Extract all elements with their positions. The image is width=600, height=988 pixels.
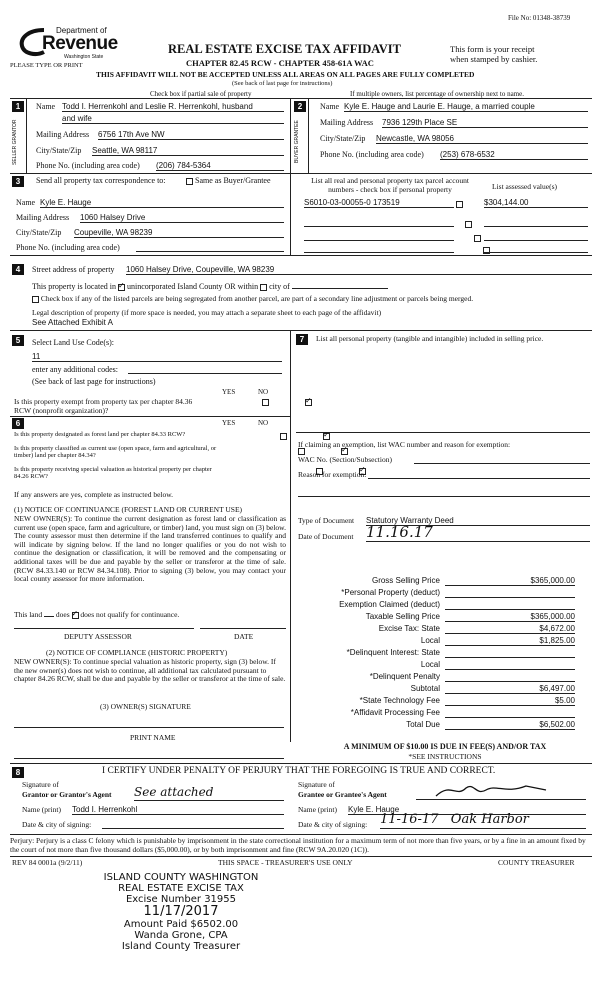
corr-name[interactable]: Kyle E. Hauge [40,198,284,208]
section-3-number: 3 [12,176,24,187]
corr-label: Send all property tax correspondence to: [36,176,166,185]
buyer-name[interactable]: Kyle E. Hauge and Laurie E. Hauge, a married couple [344,102,588,112]
stamp-line-1: ISLAND COUNTY WASHINGTON [103,872,259,883]
legal-description[interactable]: See Attached Exhibit A [32,318,113,327]
buyer-city-label: City/State/Zip [320,134,366,143]
corr-city-label: City/State/Zip [16,228,62,237]
grantor-date-label: Date & city of signing: [22,820,92,829]
assessed-value-3[interactable] [484,232,588,241]
historic-question: Is this property receiving special valuation as historical property per chapter 84.26 RCW? [14,466,212,480]
if-yes-instruction: If any answers are yes, complete as instructed below. [14,490,174,499]
personal-value[interactable] [445,588,575,598]
seller-phone-label: Phone No. (including area code) [36,161,140,170]
doc-date[interactable]: 11.16.17 [366,524,590,542]
seller-side-label: SELLER GRANTOR [12,119,18,165]
parcels-header: List all real and personal property tax parcel account numbers - check box if personal property [311,176,469,194]
grantee-date-label: Date & city of signing: [298,820,368,829]
no-header-6: NO [258,419,269,427]
subtotal-row: Subtotal $6,497.00 [410,684,575,693]
street-label: Street address of property [32,265,115,274]
excise-state-row: Excise Tax: State $4,672.00 [378,624,575,633]
compliance-text: NEW OWNER(S): To continue special valuation as historic property, sign (3) below. If the new owner(s) does not wish to continue, all additional tax calculated pursuant to chapter 84.26 RCW, shall be due and payable by the seller or transferor at the time of sale. [14,657,286,684]
doc-date-label: Date of Document [298,532,354,541]
total-value[interactable]: $6,502.00 [445,720,575,730]
page-subtitle: CHAPTER 82.45 RCW - CHAPTER 458-61A WAC [186,58,374,68]
exempt-yes-checkbox[interactable] [262,399,269,406]
seller-address-label: Mailing Address [36,130,90,139]
forest-land-question: Is this property designated as forest land per chapter 84.33 RCW? [14,431,186,438]
grantee-signature[interactable] [416,780,586,800]
corr-address-label: Mailing Address [16,213,70,222]
doc-type[interactable]: Statutory Warranty Deed [366,516,590,526]
excise-local-value[interactable]: $1,825.00 [445,636,575,646]
treasurer-use-only: THIS SPACE - TREASURER'S USE ONLY [218,858,353,867]
section-7-number: 7 [296,334,308,345]
stamp-line-3: Excise Number 31955 [125,894,237,905]
corr-name-label: Name [16,198,36,207]
exemption-value[interactable] [445,600,575,610]
excise-state-value[interactable]: $4,672.00 [445,624,575,634]
land-qualify-row: This land does ✓ does not qualify for continuance. [14,610,179,619]
logo-dept: Department of [56,26,107,35]
file-number: File No: 01348-38739 [508,14,571,22]
receipt-note-2: when stamped by cashier. [450,54,538,64]
corr-phone-label: Phone No. (including area code) [16,243,120,252]
parcel-number-2[interactable] [304,218,454,227]
seller-city-label: City/State/Zip [36,146,82,155]
personal-row: *Personal Property (deduct) [300,588,575,599]
within-city-checkbox[interactable] [260,284,267,291]
compliance-title: (2) NOTICE OF COMPLIANCE (HISTORIC PROPERTY) [46,648,228,657]
stamp-line-6: Wanda Grone, CPA [134,930,228,941]
partial-sale-label: Check box if partial sale of property [150,90,252,98]
city-of-field[interactable] [292,281,388,289]
additional-codes-field[interactable] [128,365,282,374]
yes-header-5: YES [222,388,236,396]
grantee-date-city[interactable]: 11-16-17 Oak Harbor [380,812,586,829]
grantee-sig-label-1: Signature of [298,780,335,789]
unincorporated-checkbox[interactable] [118,284,125,291]
assessed-value-1[interactable]: $304,144.00 [484,198,588,208]
exempt-question: Is this property exempt from property tax per chapter 84.36 RCW (nonprofit organization)? [14,397,193,415]
buyer-address[interactable]: 7936 129th Place SE [382,118,588,128]
assessed-header: List assessed value(s) [492,182,557,191]
see-instructions: *SEE INSTRUCTIONS [408,752,482,761]
dor-logo [14,24,118,64]
same-as-buyer-checkbox[interactable] [186,178,193,185]
delinq-state-row: *Delinquent Interest: State [300,648,575,659]
land-use-code[interactable]: 11 [32,352,282,362]
grantee-sig-label-2: Grantee or Grantee's Agent [298,790,387,799]
county-treasurer-label: COUNTY TREASURER [498,858,575,867]
property-location: This property is located in ✓ unincorporated Island County OR within city of [32,281,388,291]
seller-name[interactable]: Todd I. Herrenkohl and Leslie R. Herrenkohl, husband [62,102,284,112]
deputy-date-label: DATE [234,632,254,641]
continuance-title: (1) NOTICE OF CONTINUANCE (FOREST LAND OR CURRENT USE) [14,505,243,514]
exemption-row: Exemption Claimed (deduct) [300,600,575,611]
signature-scribble-icon [416,780,586,800]
parcel-number-4[interactable] [304,245,454,253]
seller-name-2[interactable]: and wife [62,114,284,124]
personal-property-checkbox-2[interactable] [465,221,472,228]
affidavit-fee-row: *Affidavit Processing Fee [300,708,575,719]
logo-name: Revenue [42,33,118,54]
corr-city[interactable]: Coupeville, WA 98239 [74,228,284,238]
grantor-name[interactable]: Todd I. Herrenkohl [72,805,284,815]
affidavit-fee-value[interactable] [445,708,575,718]
current-use-question: Is this property classified as current use (open space, farm and agricultural, or timber) land per chapter 84.34? [14,445,217,459]
gross-value[interactable]: $365,000.00 [445,576,575,586]
grantor-date-city[interactable] [102,820,284,829]
excise-local-row: Local $1,825.00 [420,636,575,645]
continuance-text: NEW OWNER(S): To continue the current designation as forest land or classification as current use (open space, farm and agriculture, or timber) land, you must sign on (3) below. The county assessor must then determine if the land transferred continues to qualify and will indicate by signing below. If the land no longer qualifies or you do not wish to continue the designation or classification, it will be removed and the compensating or additional taxes will be due and payable by the seller or transferor at the time of sale. (RCW 84.33.140 or RCW 84.34.108). Prior to signing (3) below, you may contact your local county assessor for more information. [14,514,286,584]
tech-fee-row: *State Technology Fee $5.00 [359,696,575,705]
form-revision: REV 84 0001a (9/2/11) [12,858,83,867]
corr-same-as-buyer[interactable]: Same as Buyer/Grantee [186,176,271,185]
section-5-number: 5 [12,335,24,346]
land-use-label: Select Land Use Code(s): [32,338,114,347]
forest-yes-checkbox[interactable] [280,433,287,440]
parcel-number-3[interactable] [304,232,454,241]
seller-phone[interactable]: (206) 784-5364 [156,161,284,171]
additional-codes-label: enter any additional codes: [32,365,118,374]
please-type: PLEASE TYPE OR PRINT [10,62,83,69]
personal-property-label: List all personal property (tangible and intangible) included in selling price. [316,334,544,343]
total-row: Total Due $6,502.00 [406,720,575,729]
buyer-address-label: Mailing Address [320,118,374,127]
subtotal-value[interactable]: $6,497.00 [445,684,575,694]
forest-no-checkbox[interactable] [323,433,330,440]
wac-label: WAC No. (Section/Subsection) [298,455,392,464]
no-header-5: NO [258,388,269,396]
print-name-label: PRINT NAME [130,733,176,742]
seller-address[interactable]: 6756 17th Ave NW [98,130,284,140]
gross-row: Gross Selling Price $365,000.00 [371,576,575,585]
buyer-side-label: BUYER GRANTEE [294,120,300,164]
stamp-line-2: REAL ESTATE EXCISE TAX [118,883,244,894]
grantor-name-label: Name (print) [22,805,61,814]
owner-signature-label: (3) OWNER(S) SIGNATURE [100,702,191,711]
delinq-local-value[interactable] [445,660,575,670]
property-street[interactable]: 1060 Halsey Drive, Coupeville, WA 98239 [126,265,592,275]
grantor-sig-label-2: Grantor or Grantor's Agent [22,790,112,799]
assessed-value-4[interactable] [484,245,588,253]
delinq-local-row: Local [300,660,575,671]
delinq-penalty-value[interactable] [445,672,575,682]
exemption-label: If claiming an exemption, list WAC number and reason for exemption: [298,440,511,449]
personal-property-checkbox-1[interactable] [456,201,463,208]
tech-fee-value[interactable]: $5.00 [445,696,575,706]
legal-description-label: Legal description of property (if more space is needed, you may attach a separate sheet to each page of the affidavit) [32,308,382,317]
exempt-no-checkbox[interactable] [305,399,312,406]
yes-header-6: YES [222,419,236,427]
warning: THIS AFFIDAVIT WILL NOT BE ACCEPTED UNLESS ALL AREAS ON ALL PAGES ARE FULLY COMPLETED [96,70,475,79]
stamp-line-7: Island County Treasurer [121,941,241,952]
certify-statement: I CERTIFY UNDER PENALTY OF PERJURY THAT THE FOREGOING IS TRUE AND CORRECT. [102,766,496,776]
segregated-row: Check box if any of the listed parcels are being segregated from another parcel, are part of a secondary line adjustment or parcels being merged. [32,294,473,303]
stamp-line-5: Amount Paid $6502.00 [123,919,239,930]
buyer-phone[interactable]: (253) 678-6532 [440,150,588,160]
seller-name-label: Name [36,102,56,111]
taxable-row: Taxable Selling Price $365,000.00 [365,612,575,621]
logo-state: Washington State [64,54,104,60]
section-8-number: 8 [12,767,24,778]
page-title: REAL ESTATE EXCISE TAX AFFIDAVIT [168,42,401,56]
section-6-number: 6 [12,418,24,429]
deputy-assessor-label: DEPUTY ASSESSOR [64,632,132,641]
grantor-sig-label-1: Signature of [22,780,59,789]
stamp-line-4: 11/17/2017 [143,904,219,919]
section-1-number: 1 [12,101,24,112]
delinq-penalty-row: *Delinquent Penalty [300,672,575,683]
see-back: (See back of last page for instructions) [232,80,333,87]
corr-address[interactable]: 1060 Halsey Drive [80,213,284,223]
treasurer-stamp [96,872,266,952]
parcel-number-1[interactable]: S6010-03-00055-0 173519 [304,198,454,208]
reason-label: Reason for exemption: [298,470,367,479]
section-2-number: 2 [294,101,306,112]
doc-type-label: Type of Document [298,516,355,525]
receipt-note-1: This form is your receipt [450,44,535,54]
grantee-name-label: Name (print) [298,805,337,814]
minimum-note: A MINIMUM OF $10.00 IS DUE IN FEE(S) AND/OR TAX [343,742,547,751]
does-not-qualify-checkbox[interactable] [72,612,79,619]
grantee-name[interactable]: Kyle E. Hauge [348,805,586,815]
seller-city[interactable]: Seattle, WA 98117 [92,146,284,156]
corr-phone[interactable] [136,243,284,252]
grantor-signature[interactable]: See attached [134,785,284,801]
wac-field[interactable] [414,455,590,464]
buyer-city[interactable]: Newcastle, WA 98056 [376,134,588,144]
segregated-checkbox[interactable] [32,296,39,303]
delinq-state-value[interactable] [445,648,575,658]
taxable-value[interactable]: $365,000.00 [445,612,575,622]
land-use-see-back: (See back of last page for instructions) [32,377,156,386]
assessed-value-2[interactable] [484,218,588,227]
multiple-owners-note: If multiple owners, list percentage of ownership next to name. [350,90,524,98]
personal-property-checkbox-3[interactable] [474,235,481,242]
reason-field[interactable] [368,470,590,479]
section-4-number: 4 [12,264,24,275]
buyer-name-label: Name [320,102,340,111]
perjury-notice: Perjury: Perjury is a class C felony which is punishable by imprisonment in the state correctional institution for a maximum term of not more than five years, or by a fine in an amount fixed by the court of not more than five thousand dollars ($5,000.00), or by both imprisonment and fine (RCW 9A.20.020 (1C)). [10,836,586,854]
buyer-phone-label: Phone No. (including area code) [320,150,424,159]
